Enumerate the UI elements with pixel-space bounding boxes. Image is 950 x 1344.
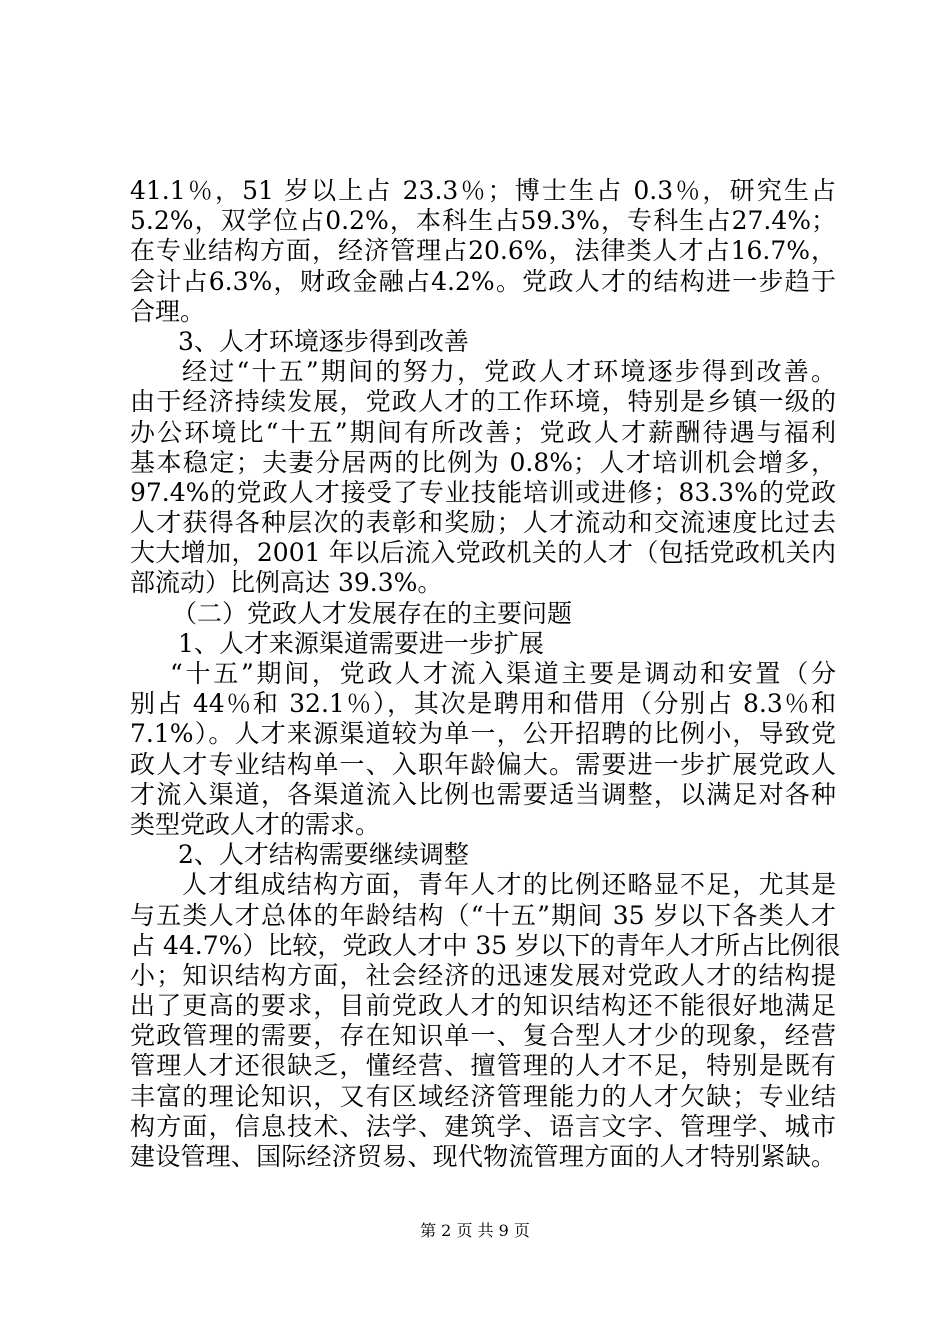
text-line: “十五”期间，党政人才流入渠道主要是调动和安置（分 [170,659,836,688]
text-line: 在专业结构方面，经济管理占20.6%，法律类人才占16.7%， [130,236,836,266]
text-line: 1、人才来源渠道需要进一步扩展 [178,628,544,658]
text-line: 大大增加，2001 年以后流入党政机关的人才（包括党政机关内 [130,538,836,568]
text-line: 5.2%，双学位占0.2%，本科生占59.3%，专科生占27.4%； [130,206,836,236]
text-line: 会计占6.3%，财政金融占4.2%。党政人才的结构进一步趋于 [130,266,836,296]
text-line: 构方面，信息技术、法学、建筑学、语言文字、管理学、城市 [130,1111,836,1141]
text-line: 经过“十五”期间的努力，党政人才环境逐步得到改善。 [182,357,836,387]
text-line: 别占 44％和 32.1％），其次是聘用和借用（分别占 8.3％和 [130,689,836,719]
text-line: 2、人才结构需要继续调整 [178,840,469,870]
text-line: 人才获得各种层次的表彰和奖励；人才流动和交流速度比过去 [130,508,836,538]
text-line: 由于经济持续发展，党政人才的工作环境，特别是乡镇一级的 [130,387,836,417]
text-line: 占 44.7%）比较，党政人才中 35 岁以下的青年人才所占比例很 [130,930,841,960]
text-line: 与五类人才总体的年龄结构（“十五”期间 35 岁以下各类人才 [130,900,836,930]
text-line: 党政管理的需要，存在知识单一、复合型人才少的现象，经营 [130,1021,836,1051]
text-line: 人才组成结构方面，青年人才的比例还略显不足，尤其是 [182,870,836,900]
text-line: 小；知识结构方面，社会经济的迅速发展对党政人才的结构提 [130,960,836,990]
text-line: 基本稳定；夫妻分居两的比例为 0.8%；人才培训机会增多， [130,447,836,477]
page-footer: 第 2 页 共 9 页 [420,1221,530,1240]
text-line: 41.1％，51 岁以上占 23.3％；博士生占 0.3％，研究生占 [130,176,836,205]
text-line: 建设管理、国际经济贸易、现代物流管理方面的人才特别紧缺。 [130,1142,836,1171]
body-text [130,176,841,1172]
text-line: 97.4%的党政人才接受了专业技能培训或进修；83.3%的党政 [130,477,836,507]
text-line: 才流入渠道，各渠道流入比例也需要适当调整，以满足对各种 [130,779,836,809]
text-line: 7.1%）。人才来源渠道较为单一，公开招聘的比例小，导致党 [130,719,836,749]
text-line: （二）党政人才发展存在的主要问题 [172,598,573,628]
text-line: 丰富的理论知识，又有区域经济管理能力的人才欠缺；专业结 [130,1081,836,1111]
text-line: 出了更高的要求，目前党政人才的知识结构还不能很好地满足 [130,991,836,1021]
text-line: 部流动）比例高达 39.3%。 [130,568,443,598]
text-line: 管理人才还很缺乏，懂经营、擅管理的人才不足，特别是既有 [130,1051,836,1081]
text-line: 合理。 [130,296,206,326]
text-line: 类型党政人才的需求。 [130,809,381,839]
text-line: 3、人才环境逐步得到改善 [178,326,469,356]
text-line: 政人才专业结构单一、入职年龄偏大。需要进一步扩展党政人 [130,749,836,779]
text-line: 办公环境比“十五”期间有所改善；党政人才薪酬待遇与福利 [130,417,836,447]
